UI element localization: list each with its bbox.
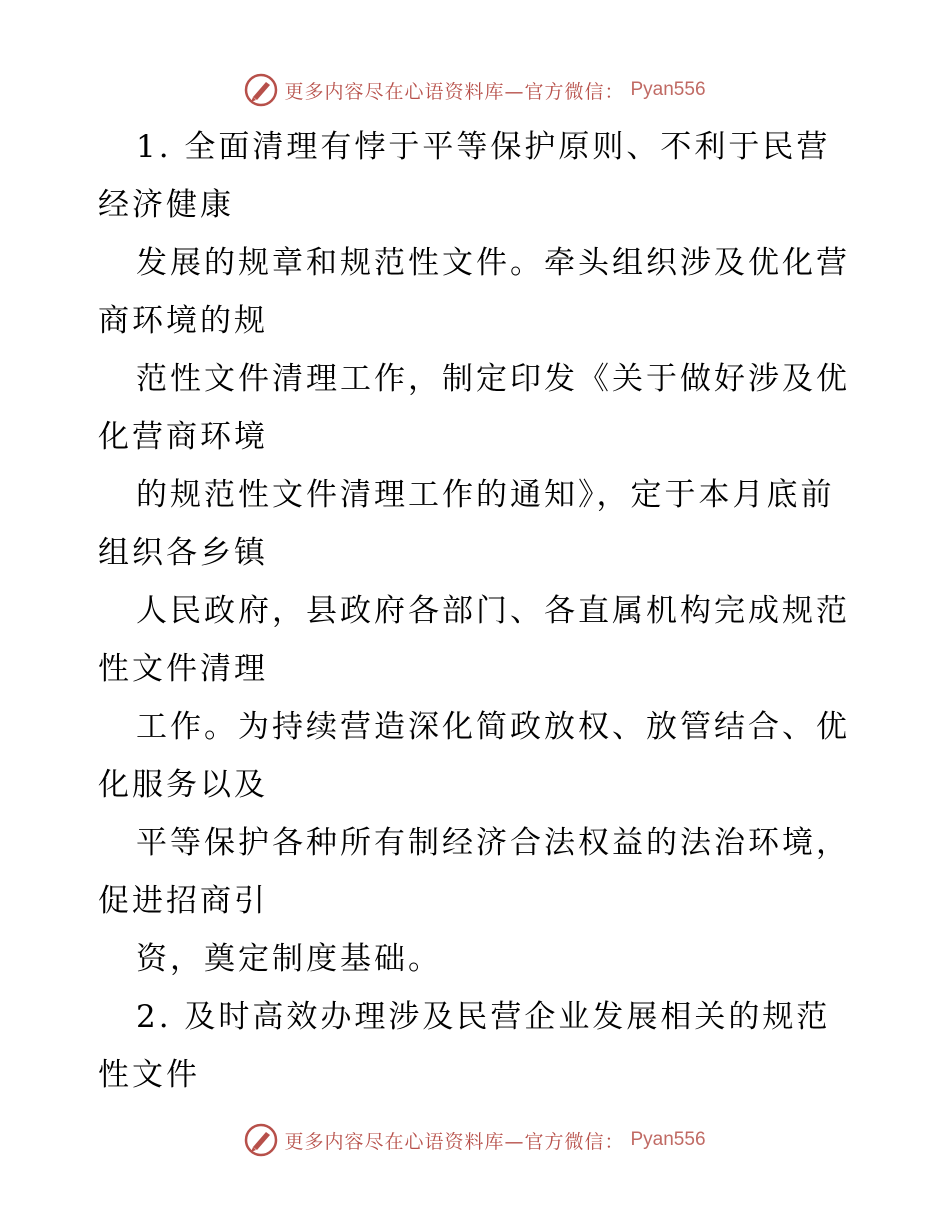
- header-watermark: [0, 70, 950, 110]
- watermark-text: 更多内容尽在心语资料库—官方微信：: [284, 1130, 625, 1153]
- text-line: 组织各乡镇: [98, 535, 268, 571]
- text-line: 人民政府，县政府各部门、各直属机构完成规范: [136, 593, 850, 629]
- watermark-text: 更多内容尽在心语资料库—官方微信：: [284, 80, 625, 103]
- text-line: 化营商环境: [98, 419, 268, 455]
- text-line: 1. 全面清理有悖于平等保护原则、不利于民营: [136, 129, 831, 165]
- text-line: 化服务以及: [98, 767, 268, 803]
- footer-watermark: [0, 1120, 950, 1160]
- text-line: 的规范性文件清理工作的通知》，定于本月底前: [136, 477, 835, 513]
- text-line: 性文件: [98, 1057, 200, 1093]
- watermark-wechat-id: Pyan556: [630, 1129, 706, 1150]
- text-line: 性文件清理: [98, 651, 268, 687]
- text-line: 商环境的规: [98, 303, 268, 339]
- text-line: 发展的规章和规范性文件。牵头组织涉及优化营: [136, 245, 850, 281]
- text-line: 工作。为持续营造深化简政放权、放管结合、优: [136, 709, 850, 745]
- text-line: 经济健康: [98, 187, 234, 223]
- red-pen-logo-icon: [244, 1123, 278, 1157]
- watermark-wechat-id: Pyan556: [630, 79, 706, 100]
- text-line: 2. 及时高效办理涉及民营企业发展相关的规范: [136, 999, 831, 1035]
- document-body: [98, 118, 858, 1104]
- text-line: 促进招商引: [98, 883, 268, 919]
- red-pen-logo-icon: [244, 73, 278, 107]
- text-line: 平等保护各种所有制经济合法权益的法治环境，: [136, 825, 850, 861]
- text-line: 范性文件清理工作，制定印发《关于做好涉及优: [136, 361, 850, 397]
- text-line: 资，奠定制度基础。: [136, 941, 442, 977]
